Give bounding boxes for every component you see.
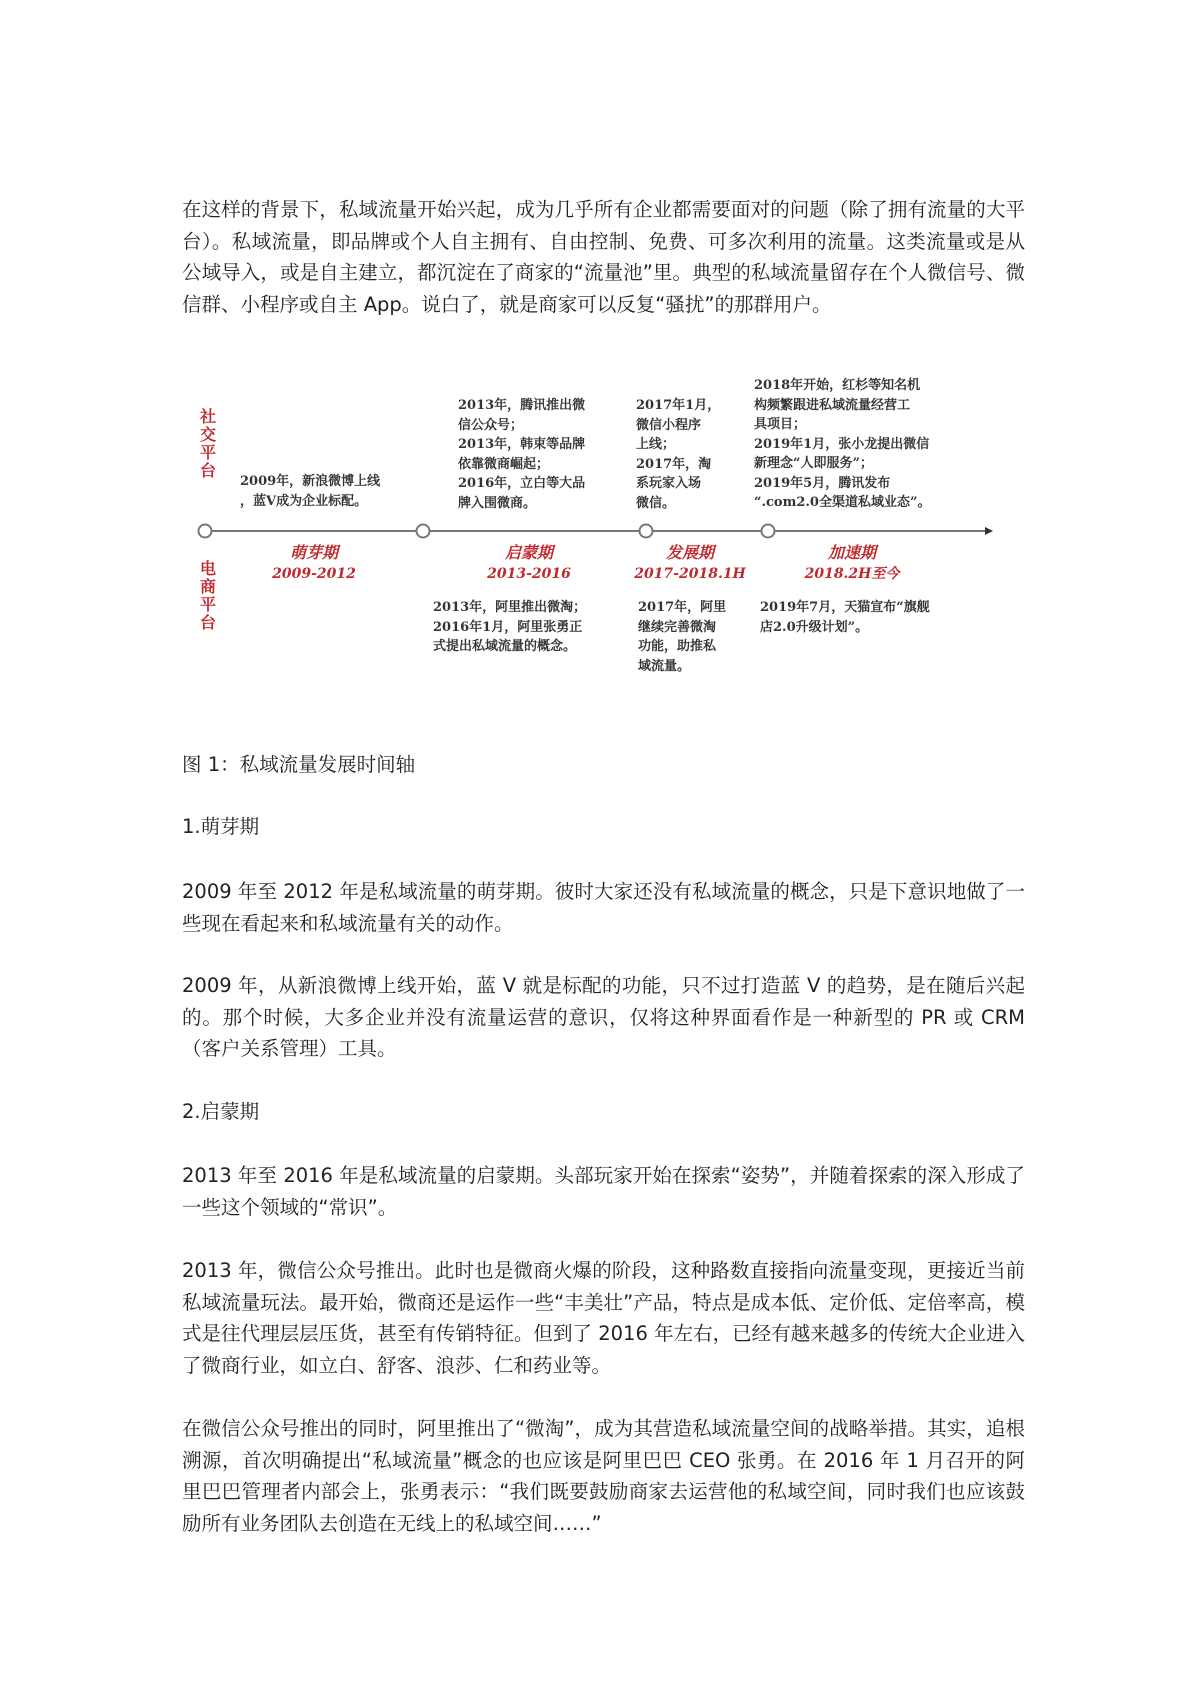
phase3-social-event: 2017年1月， 微信小程序 上线； 2017年，淘 系玩家入场 微信。 [636,398,721,511]
section-heading: 2.启蒙期 [182,1100,260,1123]
phase4-ecommerce-event: 2019年7月，天猫宣布“旗舰 店2.0升级计划”。 [760,600,930,635]
section-heading: 1.萌芽期 [182,815,260,838]
figure-caption: 图 1：私域流量发展时间轴 [182,753,416,776]
timeline-node [762,525,775,538]
phase-4: 加速期 2018.2H至今 [804,543,900,582]
paragraph: 在微信公众号推出的同时，阿里推出了“微淘”，成为其营造私域流量空间的战略举措。其实，追根溯源，首次明确提出“私域流量”概念的也应该是阿里巴巴 CEO 张勇。在 2016 年 1 月召开的阿里巴巴管理者内部会上，张勇表示：“我们既要鼓励商家去运营他的私域空间，同时我们也应该鼓励所有业务团队去创造在无线上的私域空间……” [182,1417,1025,1535]
phase2-ecommerce-event: 2013年，阿里推出微淘； 2016年1月，阿里张勇正 式提出私域流量的概念。 [433,600,587,654]
phase-1: 萌芽期 2009-2012 [272,543,356,582]
paragraph: 2009 年至 2012 年是私域流量的萌芽期。彼时大家还没有私域流量的概念，只是下意识地做了一些现在看起来和私域流量有关的动作。 [182,880,1025,935]
paragraph: 2009 年，从新浪微博上线开始，蓝 V 就是标配的功能，只不过打造蓝 V 的趋势，是在随后兴起的。那个时候，大多企业并没有流量运营的意识，仅将这种界面看作是一种新型的 PR 或 CRM（客户关系管理）工具。 [182,974,1025,1061]
timeline-node [640,525,653,538]
phase1-social-event: 2009年，新浪微博上线 ，蓝V成为企业标配。 [240,474,381,509]
arrow-icon [985,527,993,535]
timeline-node [417,525,430,538]
phase4-social-event: 2018年开始，红杉等知名机 构频繁跟进私域流量经营工 具项目； 2019年1月，张小龙提出微信 新理念“人即服务”； 2019年5月，腾讯发布 “.com2.0全渠道私域业态”。 [754,378,931,510]
phase-3: 发展期 2017-2018.1H [634,543,746,582]
timeline-node [199,525,212,538]
intro-paragraph: 在这样的背景下，私域流量开始兴起，成为几乎所有企业都需要面对的问题（除了拥有流量的大平台）。私域流量，即品牌或个人自主拥有、自由控制、免费、可多次利用的流量。这类流量或是从公域导入，或是自主建立，都沉淀在了商家的“流量池”里。典型的私域流量留存在个人微信号、微信群、小程序或自主 App。说白了，就是商家可以反复“骚扰”的那群用户。 [182,198,1025,316]
paragraph: 2013 年，微信公众号推出。此时也是微商火爆的阶段，这种路数直接指向流量变现，更接近当前私域流量玩法。最开始，微商还是运作一些“丰美壮”产品，特点是成本低、定价低、定倍率高，模式是往代理层层压货，甚至有传销特征。但到了 2016 年左右，已经有越来越多的传统大企业进入了微商行业，如立白、舒客、浪莎、仁和药业等。 [182,1259,1025,1377]
social-platform-label: 社交平台 [200,407,217,480]
ecommerce-platform-label: 电商平台 [200,559,217,632]
paragraph: 2013 年至 2016 年是私域流量的启蒙期。头部玩家开始在探索“姿势”，并随着探索的深入形成了一些这个领域的“常识”。 [182,1164,1025,1219]
phase-2: 启蒙期 2013-2016 [487,543,571,582]
phase3-ecommerce-event: 2017年，阿里 继续完善微淘 功能，助推私 域流量。 [638,600,727,674]
phase2-social-event: 2013年，腾讯推出微 信公众号； 2013年，韩束等品牌 依靠微商崛起； 2016年，立白等大品 牌入围微商。 [458,398,586,511]
timeline-axis [0,0,1200,700]
